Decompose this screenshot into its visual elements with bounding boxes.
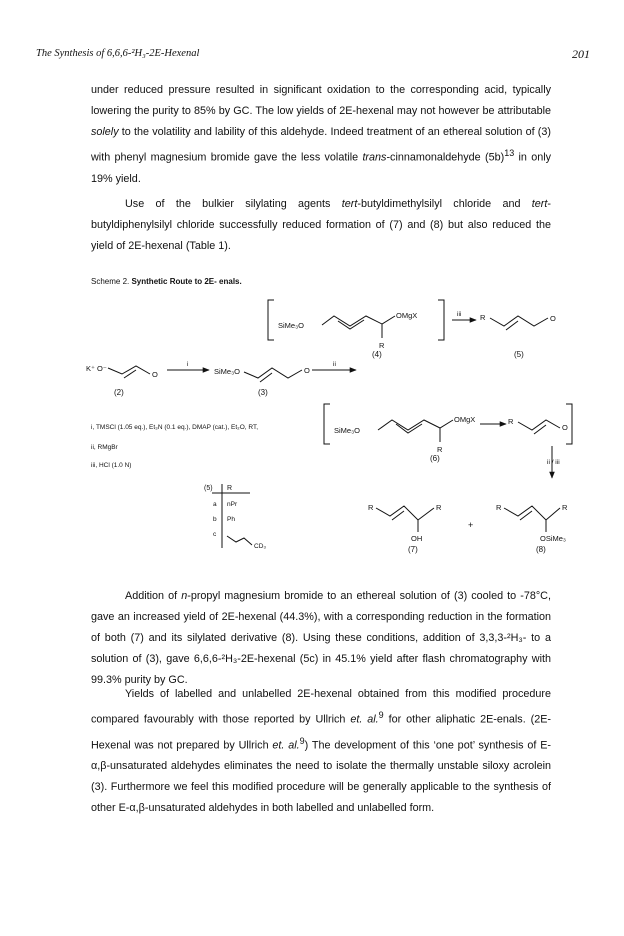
- r-table-value-c: CD₃: [254, 543, 267, 550]
- atom-k-2: K⁺ O⁻: [86, 364, 107, 373]
- emphasis: et. al.: [350, 713, 379, 726]
- double-bond-8: [520, 511, 532, 520]
- citation: 9: [299, 735, 305, 746]
- paragraph-4: [91, 684, 551, 819]
- double-bond-5b: [534, 425, 546, 434]
- scheme-caption-title: Synthetic Route to 2E- enals.: [131, 277, 242, 286]
- text-run: -propyl magnesium bromide to an ethereal solution of (3) cooled to -78°C, gave an increased yield of 2E-hexenal (44.3%), with a corresponding reduction in the formation of both (7) and its silylated derivative (8). Using these conditions, addition of 3,3,3-²H₃- to a solution of (3), gave 6,6,6-²H₃-2E-hexenal (5c) in 45.1% yield after flash chromatography with 99.3% purity by GC.: [91, 590, 551, 686]
- bracket-left-4: [268, 300, 274, 340]
- text-run: -cinnamonaldehyde (5b): [386, 151, 505, 164]
- emphasis: trans: [362, 151, 387, 164]
- emphasis: et. al.: [272, 739, 300, 752]
- bond-5: [490, 316, 548, 326]
- double-bond-2: [124, 370, 136, 378]
- bond-7: [376, 506, 434, 520]
- bracket-left-6: [324, 404, 330, 444]
- double-bond-3: [260, 373, 272, 382]
- bond-8: [504, 506, 560, 520]
- atom-r-8a: R: [496, 503, 502, 512]
- r-table-header-right: R: [227, 485, 233, 492]
- label-compound-2: (2): [114, 388, 124, 397]
- text-run: to the volatility and lability of this aldehyde. Indeed treatment of an ethereal solution of (3) with phenyl magnesium bromide gave the less volatile: [91, 126, 551, 164]
- atom-r-5b: R: [508, 417, 514, 426]
- text-run: Use of the bulkier silylating agents: [125, 198, 342, 210]
- text-run: in only 19% yield.: [91, 151, 552, 185]
- condition-i: i, TMSCl (1.05 eq.), Et₃N (0.1 eq.), DMAP (cat.), Et₂O, RT,: [91, 424, 258, 431]
- condition-ii: ii, RMgBr: [91, 444, 118, 451]
- r-table-id-c: c: [213, 531, 217, 538]
- atom-sime3o-3: SiMe₃O: [214, 367, 240, 376]
- paragraph-3: [91, 586, 551, 691]
- atom-omgx-6: OMgX: [454, 415, 476, 424]
- r-table-value-b: Ph: [227, 516, 235, 523]
- atom-r-8b: R: [562, 503, 568, 512]
- text-run: Addition of: [125, 590, 182, 602]
- emphasis: tert: [341, 198, 358, 210]
- bracket-right-4: [438, 300, 444, 340]
- bond-cd3: [227, 536, 252, 545]
- arrow-label-ii: ii: [333, 361, 336, 368]
- text-run: ) The development of this ‘one pot’ synthesis of E-α,β-unsaturated aldehydes eliminates the need to isolate the thermally unstable siloxy acrolein (3). Furthermore we feel this modified procedure will be generally applicable to the synthesis of other E-α,β-unsaturated aldehydes in both labelled and unlabelled form.: [91, 739, 551, 815]
- atom-r-4: R: [379, 341, 385, 350]
- label-compound-7: (7): [408, 545, 418, 554]
- bond-2: [108, 366, 150, 374]
- text-run: under reduced pressure resulted in significant oxidation to the corresponding acid, typically lowering the purity to 85% by GC. The low yields of 2E-hexenal may not however be attributable: [91, 84, 551, 117]
- atom-r-7a: R: [368, 503, 374, 512]
- atom-sime3o-6: SiMe₃O: [334, 426, 360, 435]
- condition-iii: iii, HCl (1.0 N): [91, 462, 132, 469]
- bond-3: [244, 368, 302, 378]
- r-table-id-a: a: [213, 501, 217, 508]
- emphasis: tert: [531, 198, 548, 210]
- atom-r-6: R: [437, 445, 443, 454]
- running-head: The Synthesis of 6,6,6-²H₃-2E-Hexenal: [36, 48, 200, 59]
- label-compound-6: (6): [430, 454, 440, 463]
- scheme-caption-prefix: Scheme 2.: [91, 277, 132, 286]
- atom-sime3o-4: SiMe₃O: [278, 321, 304, 330]
- atom-r-5: R: [480, 313, 486, 322]
- r-table-value-a: nPr: [227, 501, 238, 508]
- label-compound-5: (5): [514, 350, 524, 359]
- atom-o-5b: O: [562, 423, 568, 432]
- arrow-label-i: i: [187, 361, 189, 368]
- plus-sign: +: [468, 520, 474, 530]
- atom-osime3-8: OSiMe₃: [540, 534, 566, 543]
- emphasis: n: [181, 590, 188, 602]
- atom-r-7b: R: [436, 503, 442, 512]
- citation: 9: [378, 710, 384, 720]
- text-run: -butyldiphenylsilyl chloride successfully reduced formation of (7) and (8) but also reduced the yield of 2E-hexenal (Table 1).: [91, 198, 551, 252]
- atom-o-3: O: [304, 366, 310, 375]
- r-table-id-b: b: [213, 516, 217, 523]
- atom-o-5: O: [550, 314, 556, 323]
- arrow-label-iii: iii: [457, 311, 462, 318]
- citation: 13: [504, 148, 515, 158]
- label-compound-3: (3): [258, 388, 268, 397]
- emphasis: solely: [91, 126, 119, 138]
- atom-o-2: O: [152, 370, 158, 379]
- r-table-header-left: (5): [204, 485, 213, 492]
- double-bond-7: [392, 511, 404, 520]
- label-compound-8: (8): [536, 545, 546, 554]
- atom-omgx-4: OMgX: [396, 311, 418, 320]
- bond-5b: [518, 420, 560, 430]
- text-run: Yields of labelled and unlabelled 2E-hexenal obtained from this modified procedure compared favourably with those reported by Ullrich: [91, 688, 551, 726]
- text-run: -butyldimethylsilyl chloride and: [357, 198, 532, 210]
- label-compound-4: (4): [372, 350, 382, 359]
- page-number: 201: [572, 47, 590, 61]
- arrow-label-ii-iii: ii / iii: [547, 459, 560, 466]
- double-bond-5: [506, 321, 518, 330]
- text-run: for other aliphatic 2E-enals. (2E-Hexenal was not prepared by Ullrich: [91, 713, 551, 752]
- atom-oh-7: OH: [411, 534, 423, 543]
- bond-4: [322, 316, 395, 326]
